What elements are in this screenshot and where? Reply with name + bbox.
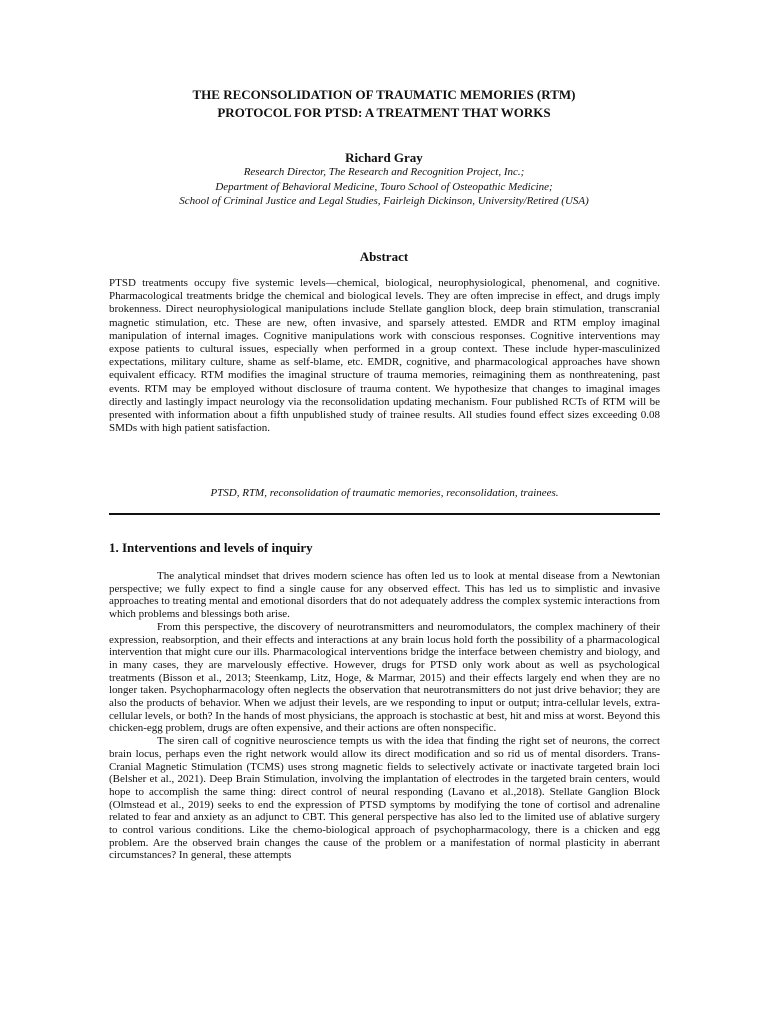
affiliation-line: School of Criminal Justice and Legal Studies, Fairleigh Dickinson, University/Retired (USA): [179, 195, 589, 207]
section-body: [109, 570, 660, 862]
abstract-heading: Abstract: [359, 249, 409, 264]
section-heading: 1. Interventions and levels of inquiry: [109, 540, 313, 555]
paper-title-line-1: THE RECONSOLIDATION OF TRAUMATIC MEMORIES (RTM): [192, 87, 576, 102]
paper-title: [84, 86, 684, 122]
body-paragraph: The siren call of cognitive neuroscience tempts us with the idea that finding the right set of neurons, the correct brain locus, perhaps even the right network would allow its direct modification and so rid us of mental disorders. Trans-Cranial Magnetic Stimulation (TCMS) uses strong magnetic fields to selectively activate or inactivate targeted brain loci (Belsher et al., 2021). Deep Brain Stimulation, involving the implantation of electrodes in the targeted brain centers, would hope to accomplish the same thing: direct control of neural responding (Lavano et al.,2018). Stellate Ganglion Block (Olmstead et al., 2019) seeks to end the expression of PTSD symptoms by modifying the tone of cortisol and adrenaline related to fear and anxiety as an adjunct to CBT. This general perspective has also led to the limited use of ablative surgery to control various conditions. Like the chemo-biological approach of psychopharmacology, there is a chicken and egg problem. Are the observed brain changes the cause of the problem or a manifestation of normal plasticity in aberrant circumstances? In general, these attempts: [109, 735, 660, 862]
paper-title-line-2: PROTOCOL FOR PTSD: A TREATMENT THAT WORKS: [217, 105, 551, 120]
body-paragraph: The analytical mindset that drives modern science has often led us to look at mental disease from a Newtonian perspective; we fully expect to find a single cause for any observed effect. This has led us to simplistic and invasive approaches to treating mental and emotional disorders that do not adequately address the complex systemic interactions from which problems and blessings both arise.: [109, 570, 660, 621]
abstract-text: PTSD treatments occupy five systemic levels—chemical, biological, neurophysiological, phenomenal, and cognitive. Pharmacological treatments bridge the chemical and biological levels. They are often imprecise in effect, and drugs imply brokenness. Direct neurophysiological manipulations include Stellate ganglion block, deep brain stimulation, transcranial magnetic stimulation, etc. These are new, often invasive, and sparsely attested. EMDR and RTM employ imaginal manipulation of internal images. Cognitive manipulations work with conscious responses. Cognitive interventions may expose patients to cultural issues, especially when performed in a group context. These include hyper-masculinized expectations, military culture, shame as self-blame, etc. EMDR, cognitive, and pharmacological approaches have shown equivalent efficacy. RTM modifies the imaginal structure of trauma memories, reimagining them as nonthreatening, past events. RTM may be employed without disclosure of trauma content. We hypothesize that changes to imaginal images directly and lastingly impact neurology via the reconsolidation updating mechanism. Four published RCTs of RTM will be presented with information about a fifth unpublished study of trainee results. All studies found effect sizes exceeding 0.08 SMDs with high patient satisfaction.: [109, 277, 660, 435]
affiliation-line: Research Director, The Research and Recognition Project, Inc.;: [243, 166, 525, 178]
author-name: Richard Gray: [345, 150, 423, 165]
author-affiliations: [84, 165, 684, 209]
affiliation-line: Department of Behavioral Medicine, Touro School of Osteopathic Medicine;: [215, 180, 553, 193]
keywords: PTSD, RTM, reconsolidation of traumatic memories, reconsolidation, trainees.: [210, 487, 559, 499]
section-divider: [109, 513, 660, 515]
body-paragraph: From this perspective, the discovery of neurotransmitters and neuromodulators, the complex machinery of their expression, reabsorption, and their effects and interactions at any brain locus hold forth the possibility of a pharmacological intervention that might cure our ills. Pharmacological interventions bridge the interface between chemistry and biology, and in many cases, they are marvelously effective. However, drugs for PTSD only work about as well as psychological treatments (Bisson et al., 2013; Steenkamp, Litz, Hoge, & Marmar, 2015) and their effects largely end when they are no longer taken. Psychopharmacology often neglects the observation that neurotransmitters do not just drive behavior; they are also the products of behavior. When we adjust their levels, are we responding to input or output; intra-cellular levels, extra-cellular levels, or both? In the hands of most physicians, the approach is stochastic at best, hit and miss at worst. Beyond this chicken-egg problem, drugs are often expensive, and their actions are often nonspecific.: [109, 620, 660, 735]
